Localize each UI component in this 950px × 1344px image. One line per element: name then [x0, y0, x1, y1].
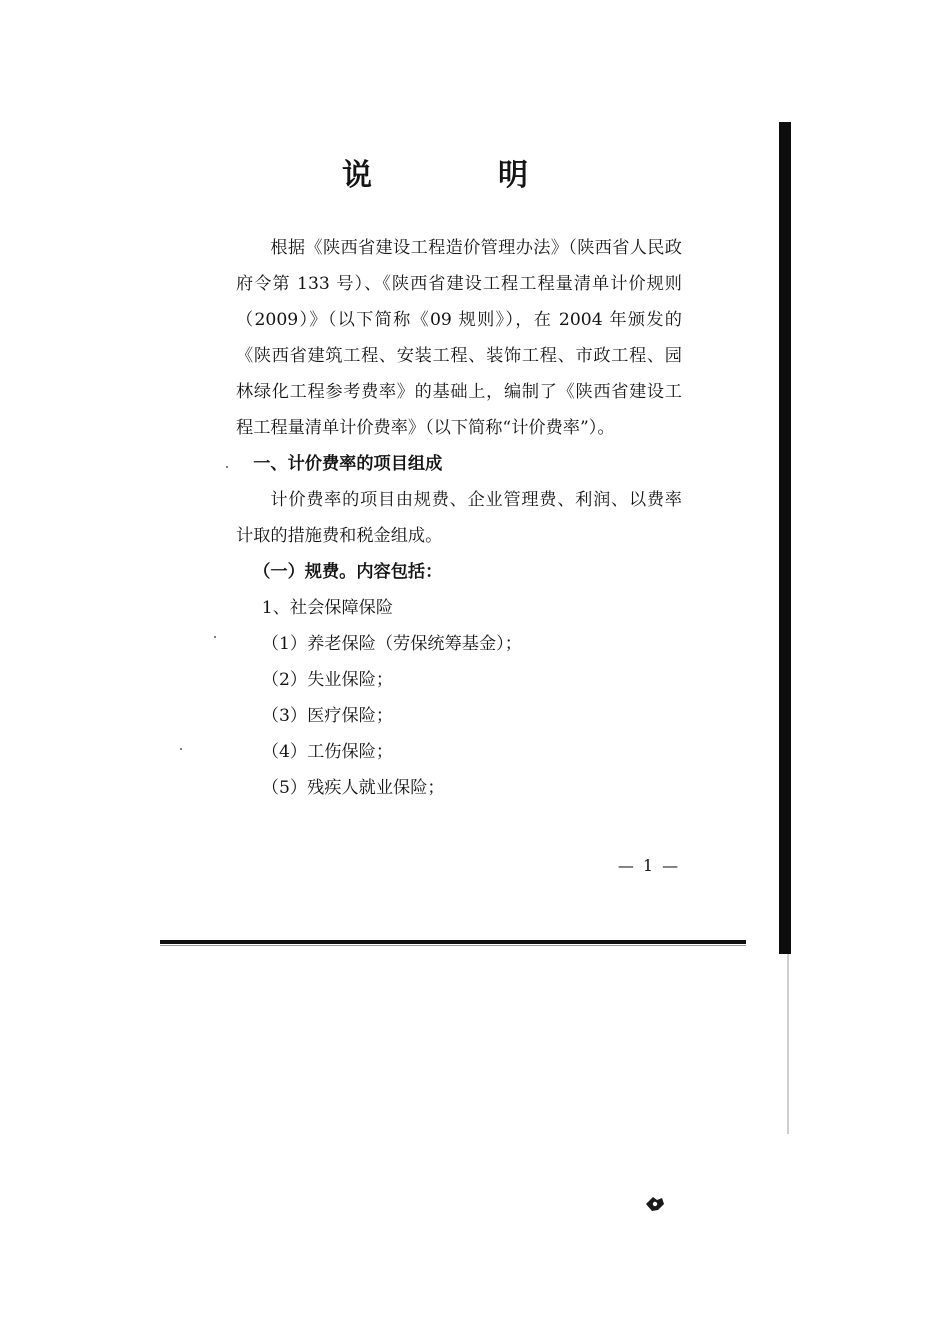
page-number: — 1 —: [617, 856, 681, 875]
list-item: 1、社会保障保险: [261, 598, 394, 618]
scan-edge-shadow: [787, 954, 789, 1134]
sub-list-item: （2）失业保险；: [261, 670, 394, 690]
sub-list-item: （4）工伤保险；: [261, 742, 394, 762]
subsection-heading: （一）规费。内容包括：: [253, 562, 443, 582]
section-paragraph: 计价费率的项目由规费、企业管理费、利润、以费率计取的措施费和税金组成。: [236, 490, 682, 546]
page-title: 说 明: [342, 158, 576, 193]
scan-edge-bar: [779, 122, 791, 954]
scan-speck: [226, 466, 228, 468]
sub-list-item: （1）养老保险（劳保统筹基金）；: [261, 634, 522, 654]
page-bottom-rule: [160, 940, 746, 944]
sub-list-item: （5）残疾人就业保险；: [261, 778, 445, 798]
document-body: [236, 230, 682, 806]
scan-speck: [180, 748, 182, 750]
page-bottom-rule-shadow: [160, 945, 746, 946]
intro-paragraph: 根据《陕西省建设工程造价管理办法》（陕西省人民政府令第 133 号）、《陕西省建设工程工程量清单计价规则（2009）》（以下简称《09 规则》），在 2004 年颁发的《陕西省建筑工程、安装工程、装饰工程、市政工程、园林绿化工程参考费率》的基础上，编制了《陕西省建设工程工程量清单计价费率》（以下简称“计价费率”）。: [236, 238, 682, 438]
ink-mark-icon: [644, 1195, 666, 1213]
section-heading: 一、计价费率的项目组成: [253, 454, 443, 474]
sub-list-item: （3）医疗保险；: [261, 706, 394, 726]
scan-speck: [214, 636, 216, 638]
